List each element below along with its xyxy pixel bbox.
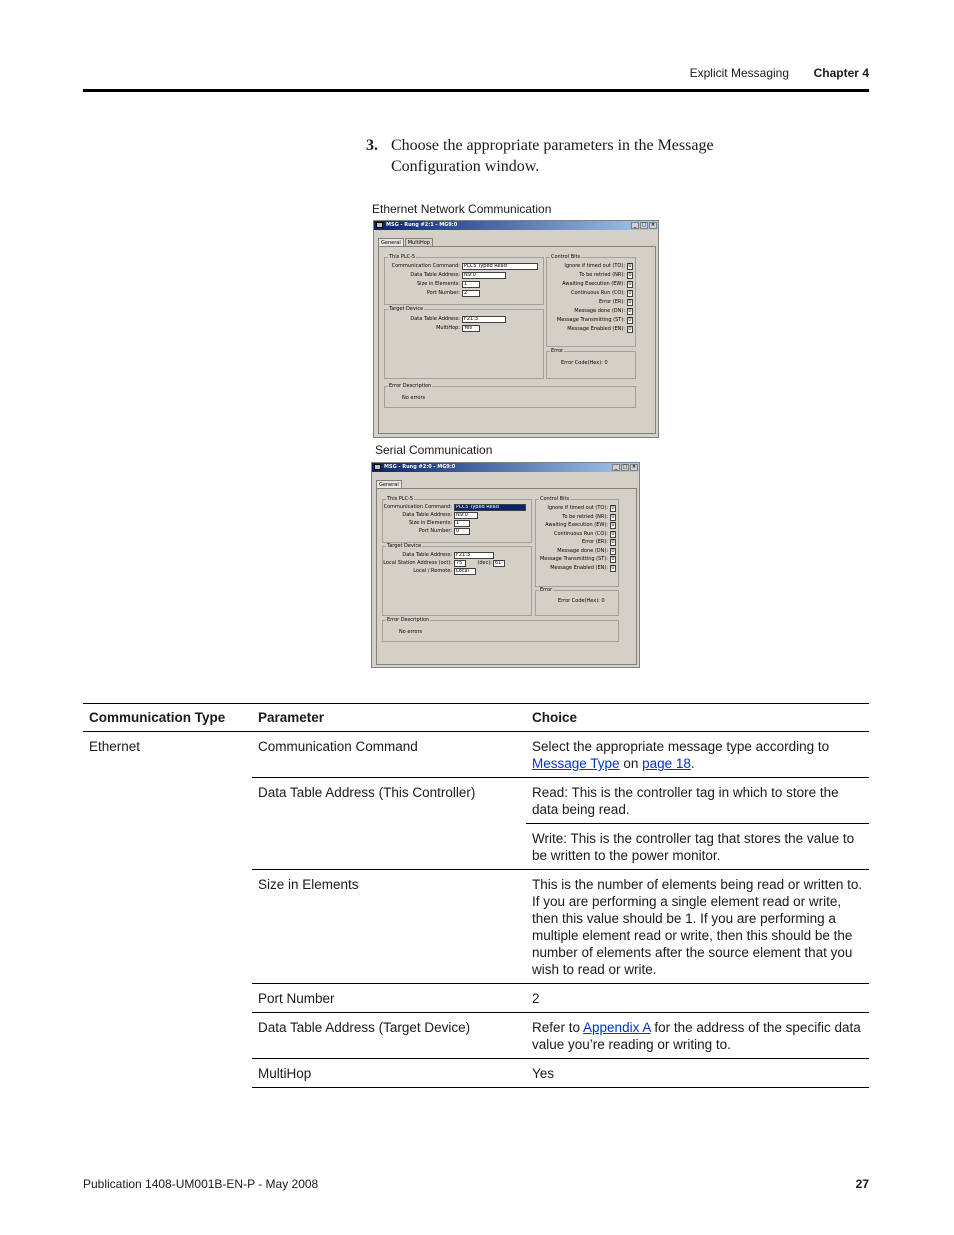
control-bit-label: Continuous Run (CO): <box>570 290 625 296</box>
ethernet-caption: Ethernet Network Communication <box>372 202 552 216</box>
control-bit-label: Error (ER): <box>582 539 608 545</box>
this-plc5-group <box>384 254 544 305</box>
field-label: Port Number: <box>426 290 460 296</box>
target-data-table-address-field[interactable]: F21:3 <box>454 552 494 559</box>
parameter-cell: MultiHop <box>252 1059 526 1088</box>
control-bit-label: Message done (DN): <box>574 308 625 314</box>
control-bits-group <box>535 496 619 587</box>
tab-general[interactable]: General <box>378 238 404 247</box>
ethernet-msg-dialog <box>373 220 659 438</box>
size-in-elements-field[interactable]: 1 <box>462 281 480 288</box>
target-data-table-address-field[interactable]: F21:3 <box>462 316 506 323</box>
serial-msg-dialog <box>371 462 640 668</box>
message-type-link[interactable]: Message Type <box>532 756 620 771</box>
close-button[interactable]: × <box>631 464 637 470</box>
table-row <box>83 732 869 778</box>
step-text: Choose the appropriate parameters in the Message Configuration window. <box>391 137 714 175</box>
field-label: Data Table Address: <box>402 512 452 518</box>
port-number-field[interactable]: 2 <box>462 290 480 297</box>
parameter-cell: Port Number <box>252 984 526 1013</box>
local-remote-field[interactable]: Local <box>454 568 476 575</box>
field-label: Size in Elements: <box>409 520 452 526</box>
parameter-cell: Data Table Address (Target Device) <box>252 1013 526 1059</box>
field-label: Local / Remote: <box>413 568 452 574</box>
serial-caption: Serial Communication <box>375 443 493 457</box>
data-table-address-field[interactable]: N9:0 <box>454 512 478 519</box>
control-bit-value[interactable]: 0 <box>628 299 632 305</box>
title-bar <box>372 463 639 472</box>
error-description-text: No errors <box>399 629 423 635</box>
choice-cell: Select the appropriate message type according to Message Type on page 18. <box>532 739 830 771</box>
control-bit-value[interactable]: 0 <box>611 505 615 511</box>
control-bit-label: Ignore if timed out (TO): <box>564 263 625 269</box>
error-group <box>546 348 636 379</box>
group-label: Error Description <box>389 383 432 389</box>
general-panel <box>376 488 637 665</box>
title-bar <box>374 221 658 230</box>
error-description-text: No errors <box>402 395 426 401</box>
field-label: MultiHop: <box>436 325 460 331</box>
error-code: Error Code(Hex): 0 <box>561 360 608 366</box>
group-label: Control Bits <box>540 496 570 502</box>
control-bit-label: To be retried (NR): <box>562 513 608 520</box>
control-bit-value[interactable]: 0 <box>611 513 615 520</box>
app-icon <box>374 464 381 470</box>
choice-cell: Refer to Appendix A for the address of the specific data value you’re reading or writing to. <box>526 1013 869 1059</box>
target-device-group <box>382 543 532 616</box>
choice-cell: Read: This is the controller tag in which to store the data being read. <box>526 778 869 824</box>
parameter-cell: Data Table Address (This Controller) <box>252 778 526 870</box>
control-bit-value[interactable]: 0 <box>628 326 632 332</box>
maximize-button[interactable]: □ <box>641 222 647 228</box>
control-bit-value[interactable]: 0 <box>628 308 632 314</box>
field-label: Size in Elements: <box>417 281 460 287</box>
header-parameter: Parameter <box>252 704 526 732</box>
page-footer <box>83 1177 869 1191</box>
header-rule <box>83 89 869 92</box>
control-bit-label: Ignore if timed out (TO): <box>547 505 608 511</box>
local-station-address-dec-field[interactable]: 61 <box>493 560 505 567</box>
choice-cell: This is the number of elements being read or written to. If you are performing a single element read or write, then this value should be 1. If you are performing a multiple element read or write, then this should be the number of elements after the source element that you wish to read or write. <box>526 870 869 984</box>
app-icon <box>376 222 383 228</box>
field-label: Communication Command: <box>383 504 452 510</box>
control-bit-value[interactable]: 0 <box>611 556 615 562</box>
field-label: Communication Command: <box>391 263 460 269</box>
field-label: Data Table Address: <box>402 552 452 558</box>
communication-command-field[interactable]: PLC5 Typed Read <box>454 504 526 511</box>
control-bit-value[interactable]: 0 <box>628 281 632 287</box>
control-bit-label: Awaiting Execution (EW): <box>545 522 608 528</box>
control-bit-label: Message Transmitting (ST): <box>539 556 608 562</box>
error-description-group <box>382 617 619 642</box>
maximize-button[interactable]: □ <box>622 464 628 470</box>
appendix-a-link[interactable]: Appendix A <box>583 1020 651 1035</box>
control-bit-value[interactable]: 0 <box>611 547 615 554</box>
parameter-cell: Communication Command <box>258 739 418 754</box>
page-18-link[interactable]: page 18 <box>642 756 691 771</box>
control-bit-label: Continuous Run (CO): <box>553 530 608 537</box>
group-label: Control Bits <box>551 254 581 260</box>
step-3 <box>366 135 796 177</box>
field-label: Local Station Address (oct): <box>383 560 452 566</box>
error-group <box>535 587 619 616</box>
close-button[interactable]: × <box>650 222 656 228</box>
control-bit-label: Error (ER): <box>599 299 625 305</box>
control-bits-group <box>546 254 636 347</box>
size-in-elements-field[interactable]: 1 <box>454 520 470 527</box>
field-label: (dec): <box>477 560 492 566</box>
running-header <box>83 66 869 80</box>
publication-id: Publication 1408-UM001B-EN-P - May 2008 <box>83 1177 319 1191</box>
field-label: Port Number: <box>418 528 452 534</box>
choice-cell: 2 <box>526 984 869 1013</box>
data-table-address-field[interactable]: N9:0 <box>462 272 506 279</box>
group-label: This PLC-5 <box>389 254 416 260</box>
group-label: Target Device <box>387 543 422 549</box>
section-title: Explicit Messaging <box>689 66 789 80</box>
control-bit-value[interactable]: 0 <box>611 564 615 571</box>
control-bit-label: Message Enabled (EN): <box>550 564 608 571</box>
group-label: Target Device <box>389 306 424 312</box>
group-label: Error Description <box>387 617 430 623</box>
control-bit-label: Message done (DN): <box>557 547 608 554</box>
window-title: MSG - Rung #2:1 - MG9:0 <box>386 222 458 228</box>
tab-general[interactable]: General <box>376 480 402 489</box>
group-label: Error <box>551 348 564 354</box>
window-title: MSG - Rung #2:0 - MG9:0 <box>384 464 456 470</box>
header-choice: Choice <box>526 704 869 732</box>
general-panel <box>378 246 656 434</box>
header-communication-type: Communication Type <box>83 704 252 732</box>
error-description-group <box>384 383 636 408</box>
control-bit-label: To be retried (NR): <box>579 272 625 278</box>
control-bit-label: Message Enabled (EN): <box>567 326 625 332</box>
choice-cell: Write: This is the controller tag that stores the value to be written to the power monitor. <box>526 824 869 870</box>
field-label: Data Table Address: <box>410 316 460 322</box>
control-bit-value[interactable]: 0 <box>628 290 632 296</box>
control-bit-value[interactable]: 0 <box>628 272 632 278</box>
this-plc5-group <box>382 496 532 543</box>
minimize-button[interactable]: _ <box>631 222 639 229</box>
tab-multihop[interactable]: MultiHop <box>405 238 433 247</box>
control-bit-value[interactable]: 0 <box>611 539 615 545</box>
error-code: Error Code(Hex): 0 <box>558 598 605 604</box>
control-bit-value[interactable]: 0 <box>611 522 615 528</box>
control-bit-label: Message Transmitting (ST): <box>556 317 625 323</box>
page-number: 27 <box>855 1177 869 1191</box>
multihop-field[interactable]: Yes <box>462 325 480 332</box>
control-bit-value[interactable]: 0 <box>628 263 632 269</box>
target-device-group <box>384 306 544 379</box>
communication-type-cell: Ethernet <box>89 739 141 754</box>
chapter-label: Chapter 4 <box>813 66 869 80</box>
minimize-button[interactable]: _ <box>612 464 620 471</box>
control-bit-value[interactable]: 0 <box>628 317 632 323</box>
step-number: 3. <box>366 137 378 154</box>
communication-command-field[interactable]: PLC5 Typed Read <box>462 263 538 270</box>
control-bit-label: Awaiting Execution (EW): <box>562 281 625 287</box>
control-bit-value[interactable]: 0 <box>611 530 615 537</box>
field-label: Data Table Address: <box>410 272 460 278</box>
port-number-field[interactable]: 0 <box>454 528 470 535</box>
parameter-table <box>83 703 869 1088</box>
group-label: Error <box>540 587 553 593</box>
parameter-cell: Size in Elements <box>252 870 526 984</box>
choice-cell: Yes <box>526 1059 869 1088</box>
local-station-address-oct-field[interactable]: 75 <box>454 560 466 567</box>
group-label: This PLC-5 <box>387 496 414 502</box>
